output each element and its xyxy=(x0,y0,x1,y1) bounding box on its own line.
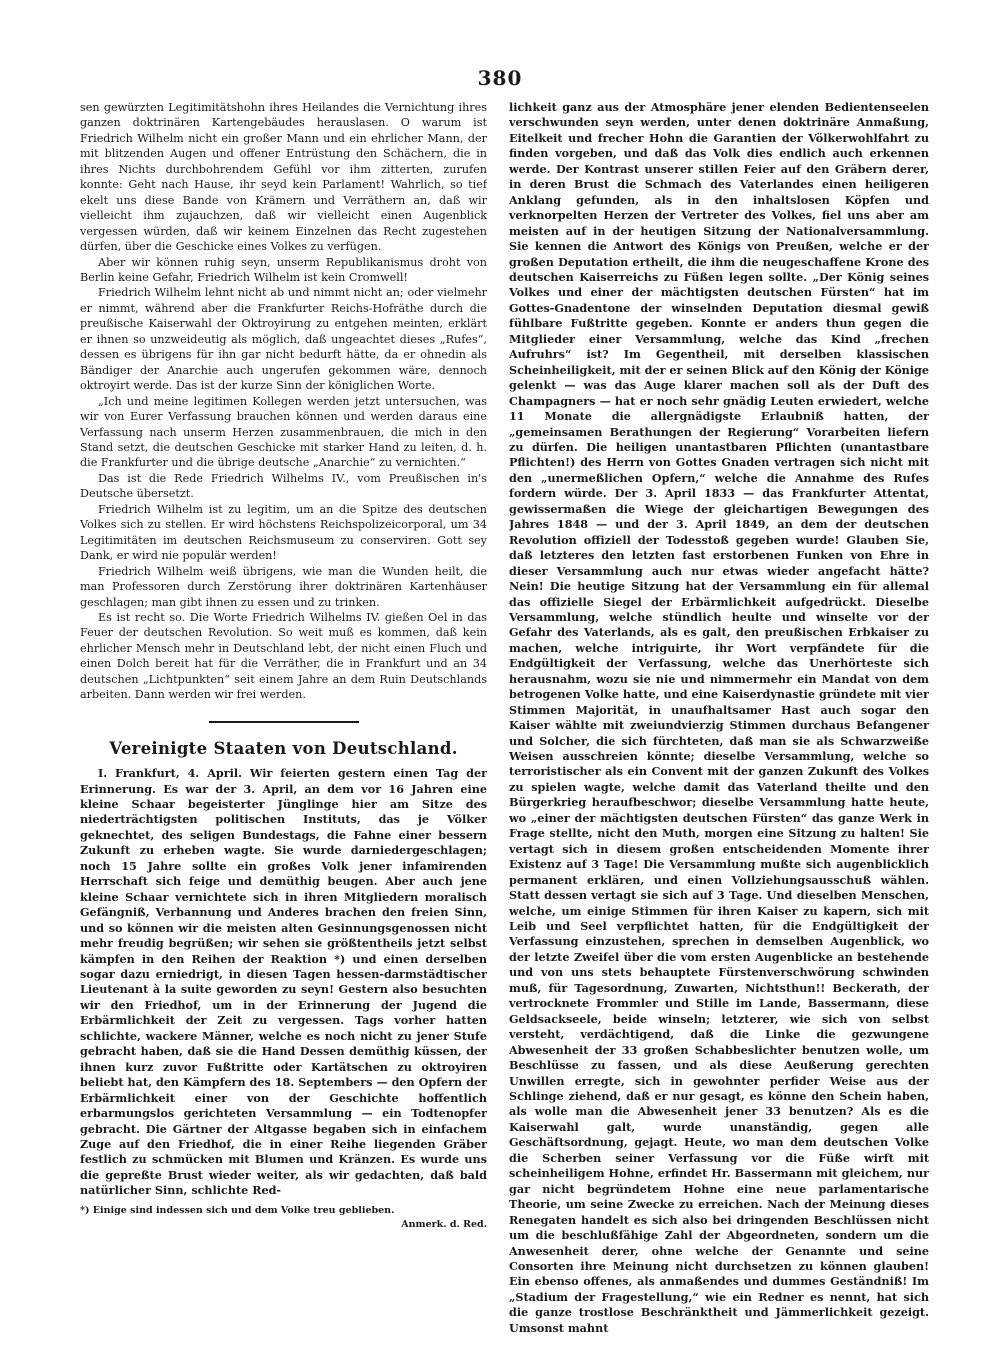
paragraph: sen gewürzten Legitimitätshohn ihres Heilandes die Vernichtung ihres ganzen doktrinären Kartengebäudes herauslasen. O warum ist Friedrich Wilhelm nicht ein großer Mann und ein ehrlicher Mann, der mit blitzenden Augen und offener Entrüstung den Schächern, die in ihres Nichts durchbohrendem Gefühl vor ihm zitterten, zurufen konnte: Geht nach Hause, ihr seyd kein Parlament! Wahrlich, so tief ekelt uns diese Bande von Krämern und Verräthern an, daß wir vielleicht ihm zujauchzen, daß wir vielleicht einen Augenblick vergessen würden, daß wir keinem Einzelnen das Recht zugestehen dürfen, über die Geschicke eines Volkes zu verfügen. xyxy=(80,101,487,254)
dateline: I. Frankfurt, 4. April. xyxy=(98,766,242,781)
left-column xyxy=(80,100,487,1340)
paragraph: Friedrich Wilhelm lehnt nicht ab und nimmt nicht an; oder vielmehr er nimmt, während aber die Frankfurter Reichs-Hofräthe durch die preußische Kaiserwahl der Oktroyirung zu entgehen meinten, erklärt er ihnen so unzweideutig als möglich, daß ungeachtet dieses „Rufes“, dessen es übrigens für ihn gar nicht bedurft hätte, da er ohnedin als Bändiger der Anarchie auch ungerufen gekommen wäre, dennoch oktroyirt werde. Das ist der kurze Sinn der königlichen Worte. xyxy=(80,286,487,393)
paragraph: Es ist recht so. Die Worte Friedrich Wilhelms IV. gießen Oel in das Feuer der deutschen Revolution. So weit muß es kommen, daß kein ehrlicher Mensch mehr in Deutschland lebt, der nicht einen Fluch und einen Dolch bereit hat für die Verräther, die in Frankfurt und an 34 deutschen „Lichtpunkten“ seit einem Jahre an dem Ruin Deutschlands arbeiten. Dann werden wir frei werden. xyxy=(80,610,487,702)
paragraph: Das ist die Rede Friedrich Wilhelms IV., vom Preußischen in's Deutsche übersetzt. xyxy=(80,471,487,501)
section-divider xyxy=(209,721,359,723)
paragraph: Aber wir können ruhig seyn, unserm Republikanismus droht von Berlin keine Gefahr, Friedrich Wilhelm ist kein Cromwell! xyxy=(80,255,487,284)
article-text: Wir feierten gestern einen Tag der Erinnerung. Es war der 3. April, an dem vor 16 Jahren eine kleine Schaar begeisterter Jünglinge hier am Sitze des niederträchtigsten politischen Instituts, das je Völker geknechtet, des seligen Bundestags, die Fahne einer bessern Zukunft zu erheben wagte. Sie wurde darniedergeschlagen; noch 15 Jahre sollte ein großes Volk jener infamirenden Herrschaft sich feige und demüthig beugen. Aber auch jene kleine Schaar vernichtete sich in ihren Mitgliedern moralisch Gefängniß, Verbannung und Anderes brachen den freien Sinn, und so können wir die meisten alten Gesinnungsgenossen nicht mehr freudig begrüßen; wir sehen sie größtentheils jetzt selbst kämpfen in den Reihen der Reaktion *) und einen derselben sogar dazu erniedrigt, in diesen Tagen hessen-darmstädtischer Lieutenant à la suite geworden zu seyn! Gestern also besuchten wir den Friedhof, um in der Erinnerung der Jugend die Erbärmlichkeit der Zeit zu vergessen. Tags vorher hatten schlichte, wackere Männer, welche es noch nicht zu jener Stufe gebracht haben, daß sie die Hand Dessen demüthig küssen, der ihnen kurz zuvor Fußtritte oder Kartätschen zu oktroyiren beliebt hat, den Kämpfern des 18. Septembers — den Opfern der Erbärmlichkeit einer von der Geschichte hoffentlich erbarmungslos gerichteten Versammlung — ein Todtenopfer gebracht. Die Gärtner der Altgasse begaben sich in einfachem Zuge auf den Friedhof, die in einer Reihe liegenden Gräber festlich zu schmücken mit Blumen und Kränzen. Es wurde uns die gepreßte Brust wieder weiter, als wir gedachten, daß bald natürlicher Sinn, schlichte Red- xyxy=(80,766,487,1198)
article-paragraph xyxy=(80,766,487,1199)
section-heading: Vereinigte Staaten von Deutschland. xyxy=(109,738,458,758)
page-number: 380 xyxy=(477,66,523,90)
paragraph: Friedrich Wilhelm weiß übrigens, wie man die Wunden heilt, die man Professoren durch Zerstörung ihrer doktrinären Kartenhäuser geschlagen; man gibt ihnen zu essen und zu trinken. xyxy=(80,564,487,609)
paragraph: lichkeit ganz aus der Atmosphäre jener elenden Bedientenseelen verschwunden seyn werden, unter denen doktrinäre Anmaßung, Eitelkeit und frecher Hohn die Garantien der Völkerwohlfahrt zu finden vorgeben, und daß das Volk dies endlich auch erkennen werde. Der Kontrast unserer stillen Feier auf den Gräbern derer, in deren Brust die Schmach des Vaterlandes einen heiligeren Anklang gefunden, als in den inhaltslosen Köpfen und verknorpelten Herzen der Vertreter des Volkes, fiel uns aber am meisten auf in der heutigen Sitzung der Nationalversammlung. Sie kennen die Antwort des Königs von Preußen, welche er der großen Deputation ertheilt, die ihm die neugeschaffene Krone des deutschen Kaiserreichs zu Füßen legen sollte. „Der König seines Volkes und einer der mächtigsten deutschen Fürsten“ hat im Gottes-Gnadentone der winselnden Deputation diesmal gewiß fühlbare Fußtritte gegeben. Konnte er anders thun gegen die Mitglieder einer Versammlung, welche das Kind „frechen Aufruhrs“ ist? Im Gegentheil, mit derselben klassischen Scheinheiligkeit, mit der er seinen Blick auf den König der Könige gelenkt — was das Auge klarer machen soll als der Duft des Champagners — hat er noch sehr gnädig Leuten erwiedert, welche 11 Monate die allergnädigste Erlaubniß hatten, der „gemeinsamen Berathungen der Regierung“ Vorarbeiten liefern zu dürfen. Die heiligen unantastbaren Pflichten (unantastbare Pflichten!) des Herrn von Gottes Gnaden vertragen sich nicht mit den „unermeßlichen Opfern,“ welche die Annahme des Rufes fordern würde. Der 3. April 1833 — das Frankfurter Attentat, gewissermaßen die Wiege der gleichartigen Bewegungen des Jahres 1848 — und der 3. April 1849, an dem der deutschen Revolution offiziell der Todesstoß gegeben wurde! Glauben Sie, daß letzteres den letzten fast erstorbenen Funken von Ehre in dieser Versammlung auch nur etwas wieder angefacht hätte? Nein! Die heutige Sitzung hat der Versammlung ein für allemal das offizielle Siegel der Erbärmlichkeit aufgedrückt. Dieselbe Versammlung, welche stündlich heulte und winselte vor der Gefahr des Vaterlands, als es galt, den preußischen Erbkaiser zu machen, welche intriguirte, ihr Wort verpfändete für die Endgültigkeit der Verfassung, welche das Unerhörteste sich herausnahm, wozu sie nie und nimmermehr ein Mandat von dem betrogenen Volke hatte, und eine Kaiserdynastie gründete mit vier Stimmen Majorität, in unaufhaltsamer Hast auch sogar den Kaiser wählte mit zweiundvierzig Stimmen durchaus Befangener und Solcher, die sich fürchteten, daß man sie als Schwarzweiße Weisen ausschreien könnte; dieselbe Versammlung, welche so terroristischer als ein Convent mit der ganzen Zukunft des Volkes zu spielen wagte, welche damit das Vaterland theilte und den Bürgerkrieg heraufbeschwor; dieselbe Versammlung hatte heute, wo „einer der mächtigsten deutschen Fürsten“ das ganze Werk in Frage stellte, nicht den Muth, morgen eine Sitzung zu halten! Sie vertagt sich in diesem großen entscheidenden Momente ihrer Existenz auf 3 Tage! Die Versammlung mußte sich augenblicklich permanent erklären, und einen Vollziehungsausschuß wählen. Statt dessen vertagt sie sich auf 3 Tage. Und dieselben Menschen, welche, um einige Stimmen für ihren Kaiser zu kapern, sich mit Leib und Seel verpflichtet hatten, für die Endgültigkeit der Verfassung einzustehen, sprechen in demselben Augenblick, wo der letzte Zweifel über die vom ersten Augenblicke an bestehende und von uns stets behauptete Fürstenverschwörung schwinden muß, für Tagesordnung, Zuwarten, Nichtsthun!! Beckerath, der vertrocknete Frommler und Stille im Lande, Bassermann, diese Geldsackseele, beide winseln; letzterer, wie sich von selbst versteht, verdächtigend, daß die Linke die gezwungene Abwesenheit der 33 großen Schabbeslichter benutzen wolle, um Beschlüsse zu fassen, und als diese Aeußerung gerechten Unwillen erregte, sich in gewohnter perfider Weise aus der Schlinge ziehend, daß er nur gesagt, es könne den Schein haben, als wolle man die Abwesenheit jener 33 benutzen? Als es die Kaiserwahl galt, wurde unanständig, gegen alle Geschäftsordnung, gejagt. Heute, wo man dem deutschen Volke die Scherben seiner Verfassung vor die Füße wirft mit scheinheiligem Hohne, erfindet Hr. Bassermann mit gleichem, nur gar nicht begründetem Hohne eine neue parlamentarische Theorie, um seine Zwecke zu erreichen. Nach der Meinung dieses Renegaten handelt es sich also bei dringenden Beschlüssen nicht um die beschlußfähige Zahl der Abgeordneten, sondern um die Anwesenheit derer, ohne welche der Genannte und seine Consorten ihre Meinung nicht durchsetzen zu können glauben! Ein ebenso offenes, als anmaßendes und dummes Geständniß! Im „Stadium der Fragestellung,“ wie ein Redner es nennt, hat sich die ganze trostlose Beschränktheit und Jämmerlichkeit gezeigt. Umsonst mahnt xyxy=(509,100,929,1335)
paragraph: Friedrich Wilhelm ist zu legitim, um an die Spitze des deutschen Volkes sich zu stellen. Er wird höchstens Reichspolizeicorporal, um 34 Legitimitäten im deutschen Reichsmuseum zu conserviren. Gott sey Dank, er wird nie populär werden! xyxy=(80,502,487,563)
right-column xyxy=(509,100,929,1340)
paragraph: „Ich und meine legitimen Kollegen werden jetzt untersuchen, was wir von Eurer Verfassung brauchen können und werden daraus eine Verfassung nach unserm Herzen zusammenbrauen, die mich in den Stand setzt, die deutschen Geschicke mit starker Hand zu leiten, d. h. die Frankfurter und die übrige deutsche „Anarchie“ zu vernichten.“ xyxy=(80,394,487,470)
footnote-signature: Anmerk. d. Red. xyxy=(401,1218,487,1230)
footnote: *) Einige sind indessen sich und dem Volke treu geblieben. xyxy=(80,1204,395,1216)
